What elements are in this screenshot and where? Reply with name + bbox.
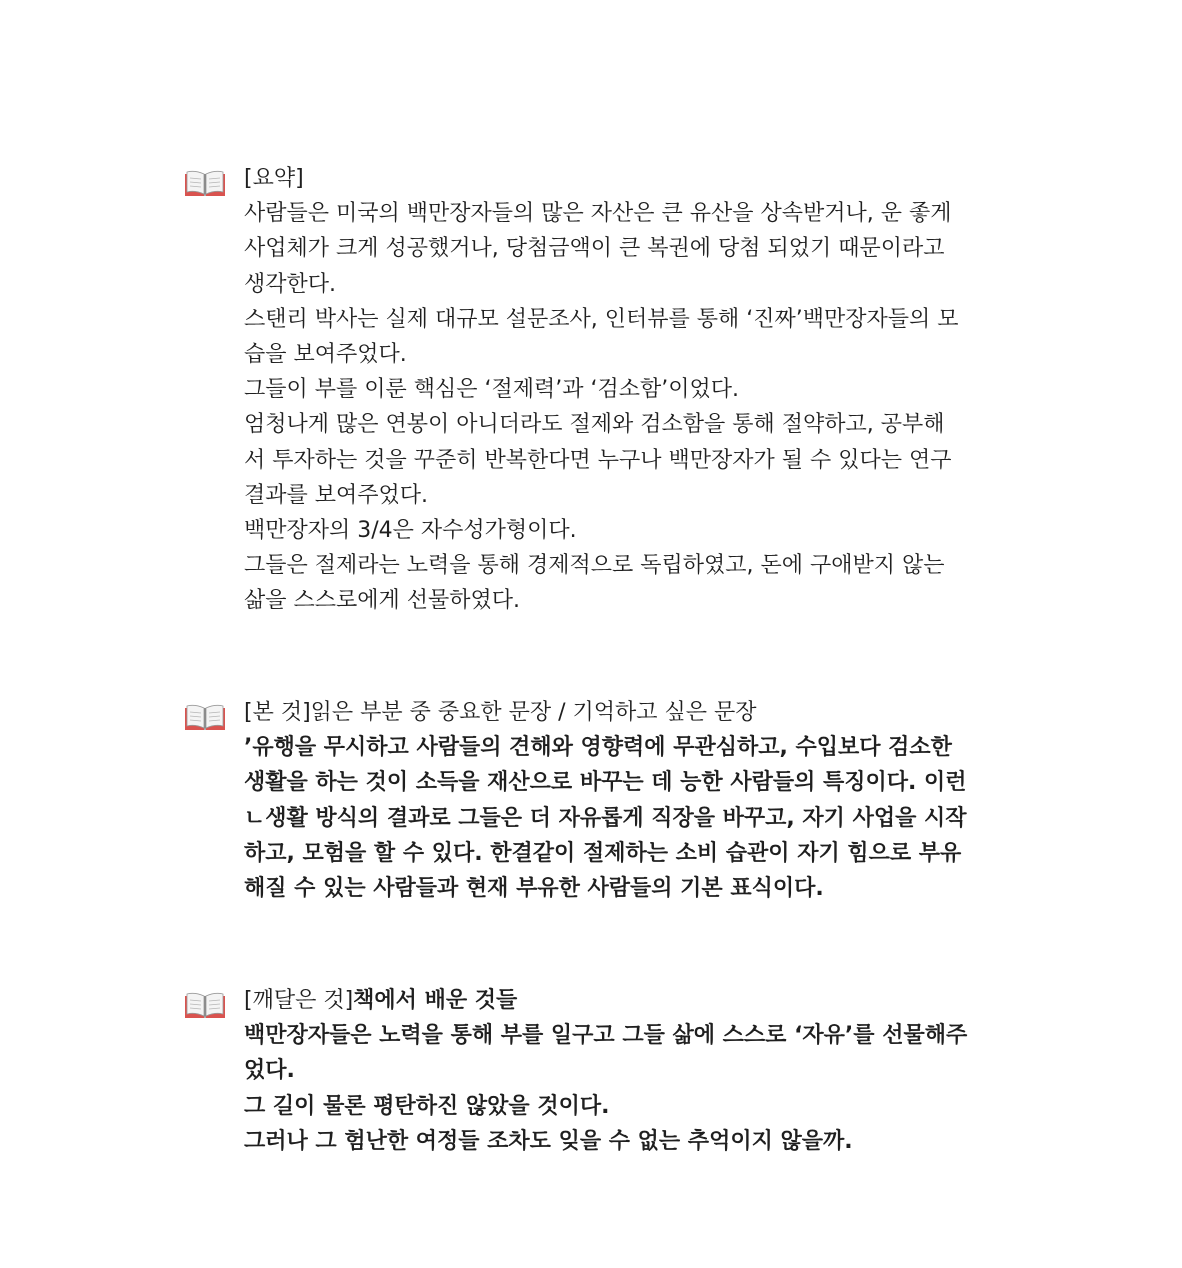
seen-line: 해질 수 있는 사람들과 현재 부유한 사람들의 기본 표식이다. [244,876,824,902]
realized-line: 백만장자들은 노력을 통해 부를 일구고 그들 삶에 스스로 ‘자유’를 선물해주 [244,1023,968,1049]
realized-heading [244,983,1034,1018]
open-book-icon [183,991,227,1021]
realized-heading-bold: 책에서 배운 것들 [353,988,518,1013]
summary-line: 생각한다. [244,271,337,297]
realized-line: 그러나 그 험난한 여정들 조차도 잊을 수 없는 추억이지 않을까. [244,1128,853,1154]
summary-line: 습을 보여주었다. [244,342,407,368]
summary-line: 사람들은 미국의 백만장자들의 많은 자산은 큰 유산을 상속받거나, 운 좋게 [244,201,952,227]
summary-line: 서 투자하는 것을 꾸준히 반복한다면 누구나 백만장자가 될 수 있다는 연구 [244,447,952,473]
seen-line: 하고, 모험을 할 수 있다. 한결같이 절제하는 소비 습관이 자기 힘으로 부유 [244,840,962,866]
open-book-icon [183,169,227,199]
summary-line: 삶을 스스로에게 선물하였다. [244,588,521,614]
summary-line: 결과를 보여주었다. [244,482,429,508]
summary-line: 그들은 절제라는 노력을 통해 경제적으로 독립하였고, 돈에 구애받지 않는 [244,553,945,579]
realized-text [244,983,1034,1159]
open-book-icon [183,703,227,733]
summary-line: 사업체가 크게 성공했거나, 당첨금액이 큰 복권에 당첨 되었기 때문이라고 [244,236,945,262]
summary-line: 엄청나게 많은 연봉이 아니더라도 절제와 검소함을 통해 절약하고, 공부해 [244,412,945,438]
seen-line: ’유행을 무시하고 사람들의 견해와 영향력에 무관심하고, 수입보다 검소한 [244,735,952,761]
summary-line: 백만장자의 3/4은 자수성가형이다. [244,518,577,544]
seen-heading: [본 것]읽은 부분 중 중요한 문장 / 기억하고 싶은 문장 [244,700,757,725]
seen-text [244,695,1034,906]
summary-heading: [요약] [244,166,304,191]
realized-line: 그 길이 물론 평탄하진 않았을 것이다. [244,1093,610,1119]
summary-line: 스탠리 박사는 실제 대규모 설문조사, 인터뷰를 통해 ‘진짜’백만장자들의 모 [244,306,959,332]
seen-line: ㄴ생활 방식의 결과로 그들은 더 자유롭게 직장을 바꾸고, 자기 사업을 시작 [244,805,967,831]
summary-line: 그들이 부를 이룬 핵심은 ‘절제력’과 ‘검소함’이었다. [244,377,739,403]
realized-line: 었다. [244,1058,295,1084]
seen-line: 생활을 하는 것이 소득을 재산으로 바꾸는 데 능한 사람들의 특징이다. 이런 [244,770,967,796]
summary-text [244,161,1034,619]
realized-heading-prefix: [깨달은 것] [244,988,354,1013]
